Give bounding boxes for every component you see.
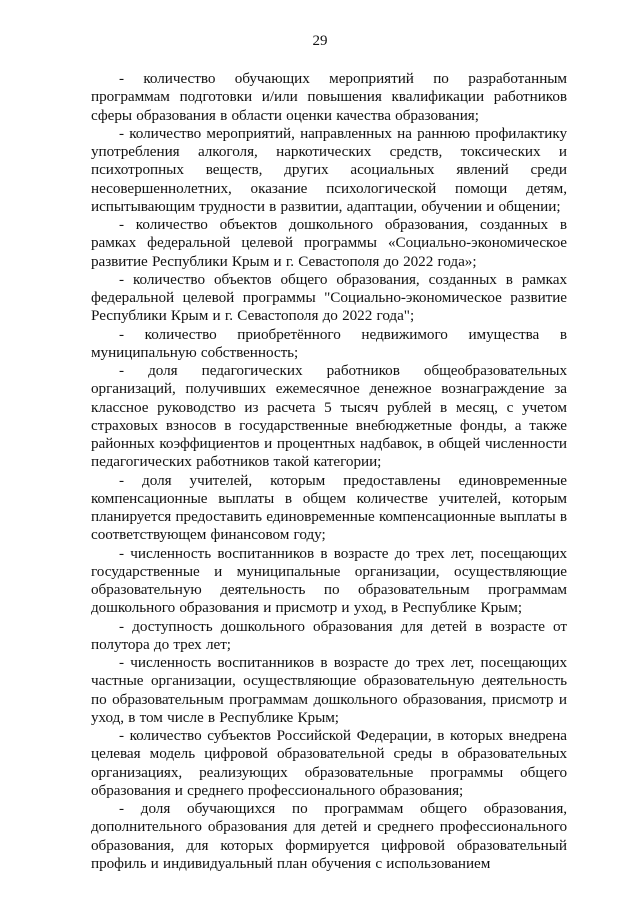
document-body — [91, 70, 567, 873]
list-item: - доля педагогических работников общеобразовательных организаций, получивших ежемесячное денежное вознаграждение за классное руководство из расчета 5 тысяч рублей в месяц, с учетом страховых взносов в государственные внебюджетные фонды, а также районных коэффициентов и процентных надбавок, в общей численности педагогических работников такой категории; — [91, 362, 567, 471]
page-number: 29 — [312, 33, 328, 49]
list-item: - количество мероприятий, направленных на раннюю профилактику употребления алкоголя, наркотических средств, токсических и психотропных веществ, других асоциальных явлений среди несовершеннолетних, оказание психологической помощи детям, испытывающим трудности в развитии, адаптации, обучении и общении; — [91, 124, 567, 215]
list-item: - количество объектов общего образования, созданных в рамках федеральной целевой программы "Социально-экономическое развитие Республики Крым и г. Севастополя до 2022 года"; — [91, 270, 567, 325]
list-item: - количество приобретённого недвижимого имущества в муниципальную собственность; — [91, 325, 567, 361]
list-item: - количество объектов дошкольного образования, созданных в рамках федеральной целевой программы «Социально-экономическое развитие Республики Крым и г. Севастополя до 2022 года»; — [91, 216, 567, 270]
list-item: - количество субъектов Российской Федерации, в которых внедрена целевая модель цифровой образовательной среды в образовательных организациях, реализующих образовательные программы общего образования и среднего профессионального образования; — [91, 727, 567, 799]
list-item: - численность воспитанников в возрасте до трех лет, посещающих государственные и муниципальные организации, осуществляющие образовательную деятельность по образовательным программам дошкольного образования и присмотр и уход, в Республике Крым; — [91, 544, 567, 617]
list-item: - доступность дошкольного образования для детей в возрасте от полутора до трех лет; — [91, 617, 567, 653]
list-item: - численность воспитанников в возрасте до трех лет, посещающих частные организации, осуществляющие образовательную деятельность по образовательным программам дошкольного образования, присмотр и уход, в том числе в Республике Крым; — [91, 654, 567, 726]
list-item: - количество обучающих мероприятий по разработанным программам подготовки и/или повышения квалификации работников сферы образования в области оценки качества образования; — [91, 70, 567, 124]
list-item: - доля обучающихся по программам общего образования, дополнительного образования для детей и среднего профессионального образования, для которых формируется цифровой образовательный профиль и индивидуальный план обучения с использованием — [91, 800, 567, 872]
list-item: - доля учителей, которым предоставлены единовременные компенсационные выплаты в общем количестве учителей, которым планируется предоставить единовременные компенсационные выплаты в соответствующем финансовом году; — [91, 471, 567, 544]
